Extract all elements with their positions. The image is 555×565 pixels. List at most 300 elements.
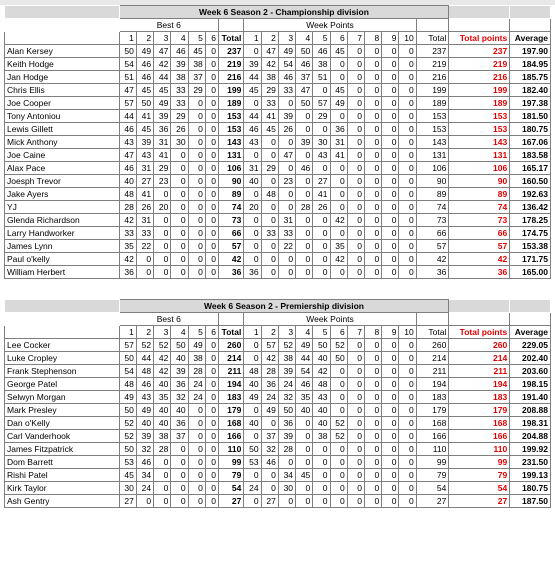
week-score: 0 <box>278 162 295 175</box>
week-score: 0 <box>382 391 399 404</box>
week-score: 0 <box>347 201 364 214</box>
week-score: 0 <box>364 58 381 71</box>
average: 198.15 <box>510 378 551 391</box>
week-score: 0 <box>399 469 416 482</box>
week-score: 0 <box>347 175 364 188</box>
best-score: 44 <box>154 71 171 84</box>
group-header-row <box>5 313 551 326</box>
week-score: 0 <box>296 240 313 253</box>
week-score: 29 <box>313 110 330 123</box>
total-points: 90 <box>449 175 510 188</box>
week-score: 0 <box>364 430 381 443</box>
best-score: 28 <box>119 201 136 214</box>
total-points: 153 <box>449 123 510 136</box>
week-score: 0 <box>347 404 364 417</box>
best-score: 0 <box>136 495 153 508</box>
best-score: 0 <box>188 227 205 240</box>
player-name: Lee Cocker <box>5 339 120 352</box>
week-score: 0 <box>244 149 261 162</box>
player-name: William Herbert <box>5 266 120 279</box>
player-name: Jake Ayers <box>5 188 120 201</box>
week-score: 28 <box>261 365 278 378</box>
best-score: 0 <box>171 495 188 508</box>
week-score: 0 <box>313 469 330 482</box>
week-score: 50 <box>296 45 313 58</box>
best-score: 0 <box>205 352 218 365</box>
week-score: 0 <box>278 201 295 214</box>
best-score: 0 <box>205 404 218 417</box>
week-score: 0 <box>313 240 330 253</box>
week-score: 0 <box>244 188 261 201</box>
best-score: 42 <box>154 58 171 71</box>
best-score: 0 <box>205 175 218 188</box>
best-score: 53 <box>119 456 136 469</box>
week-score: 0 <box>399 84 416 97</box>
week-total: 179 <box>416 404 449 417</box>
best-score: 45 <box>136 84 153 97</box>
best-score: 38 <box>188 352 205 365</box>
week-score: 0 <box>382 339 399 352</box>
week-score: 36 <box>330 123 347 136</box>
week-score: 0 <box>399 391 416 404</box>
average: 203.60 <box>510 365 551 378</box>
week-score: 40 <box>313 404 330 417</box>
best-total: 57 <box>218 240 243 253</box>
week-score: 0 <box>347 240 364 253</box>
week-score: 50 <box>244 443 261 456</box>
best-score: 54 <box>119 58 136 71</box>
week-score: 0 <box>347 495 364 508</box>
week-score: 0 <box>347 352 364 365</box>
week-score: 0 <box>399 214 416 227</box>
week-score: 39 <box>278 110 295 123</box>
week-score: 26 <box>313 201 330 214</box>
week-score: 38 <box>313 58 330 71</box>
best-score: 0 <box>205 162 218 175</box>
week-score: 0 <box>364 378 381 391</box>
best-score: 42 <box>154 365 171 378</box>
week-score: 24 <box>244 482 261 495</box>
week-score: 50 <box>296 97 313 110</box>
week-score: 0 <box>296 123 313 136</box>
best-total: 89 <box>218 188 243 201</box>
week-score: 29 <box>261 162 278 175</box>
best-score: 29 <box>171 110 188 123</box>
best-score: 43 <box>136 391 153 404</box>
week-score: 0 <box>399 45 416 58</box>
week-score: 36 <box>261 378 278 391</box>
best-total: 153 <box>218 123 243 136</box>
best-score: 0 <box>188 97 205 110</box>
week-score: 0 <box>364 214 381 227</box>
player-name: Mick Anthony <box>5 136 120 149</box>
average: 136.42 <box>510 201 551 214</box>
week-score: 40 <box>313 352 330 365</box>
best-score: 38 <box>154 430 171 443</box>
week-score: 0 <box>330 365 347 378</box>
week-score: 49 <box>330 97 347 110</box>
total-points: 153 <box>449 110 510 123</box>
week-score: 39 <box>278 365 295 378</box>
week-score: 0 <box>382 201 399 214</box>
week-score: 0 <box>364 97 381 110</box>
week-score: 0 <box>399 495 416 508</box>
average: 160.50 <box>510 175 551 188</box>
best-total: 42 <box>218 253 243 266</box>
total-points: 260 <box>449 339 510 352</box>
week-score: 0 <box>399 430 416 443</box>
week-total: 216 <box>416 71 449 84</box>
week-score: 0 <box>364 162 381 175</box>
column-header: 9 <box>382 326 399 339</box>
best-score: 0 <box>188 443 205 456</box>
best-score: 39 <box>171 365 188 378</box>
best-score: 0 <box>154 188 171 201</box>
week-score: 22 <box>278 240 295 253</box>
week-score: 49 <box>244 391 261 404</box>
week-score: 0 <box>330 456 347 469</box>
week-score: 0 <box>382 136 399 149</box>
week-score: 0 <box>278 456 295 469</box>
week-score: 0 <box>347 253 364 266</box>
best-score: 38 <box>188 58 205 71</box>
best-score: 52 <box>136 339 153 352</box>
best-total: 189 <box>218 97 243 110</box>
best-score: 0 <box>188 404 205 417</box>
player-row <box>5 162 551 175</box>
best-score: 28 <box>188 365 205 378</box>
total-points: 74 <box>449 201 510 214</box>
average: 180.75 <box>510 482 551 495</box>
best-score: 39 <box>136 136 153 149</box>
week-score: 33 <box>278 84 295 97</box>
best-score: 32 <box>136 443 153 456</box>
best-score: 36 <box>119 266 136 279</box>
week-score: 0 <box>296 430 313 443</box>
week-score: 0 <box>382 266 399 279</box>
best-score: 35 <box>154 391 171 404</box>
week-score: 0 <box>364 175 381 188</box>
best-score: 0 <box>154 495 171 508</box>
week-score: 24 <box>261 391 278 404</box>
player-name: Joe Caine <box>5 149 120 162</box>
week-score: 34 <box>278 469 295 482</box>
column-header: Total <box>218 32 243 45</box>
average: 182.40 <box>510 84 551 97</box>
week-score: 31 <box>244 162 261 175</box>
best-score: 0 <box>205 339 218 352</box>
column-header: Average <box>510 326 551 339</box>
week-score: 52 <box>330 430 347 443</box>
week-score: 38 <box>261 71 278 84</box>
week-score: 28 <box>296 201 313 214</box>
week-total: 153 <box>416 110 449 123</box>
best-score: 0 <box>188 482 205 495</box>
week-score: 40 <box>296 404 313 417</box>
column-header: 4 <box>296 326 313 339</box>
best-score: 0 <box>205 391 218 404</box>
total-points: 179 <box>449 404 510 417</box>
best-score: 38 <box>171 71 188 84</box>
player-row <box>5 266 551 279</box>
week-score: 46 <box>296 378 313 391</box>
best-score: 0 <box>188 201 205 214</box>
week-score: 0 <box>330 201 347 214</box>
week-score: 0 <box>244 430 261 443</box>
week-score: 0 <box>347 227 364 240</box>
week-score: 0 <box>347 266 364 279</box>
best-score: 52 <box>154 339 171 352</box>
week-score: 50 <box>313 339 330 352</box>
total-points: 168 <box>449 417 510 430</box>
best-score: 0 <box>205 45 218 58</box>
week-total: 260 <box>416 339 449 352</box>
week-score: 0 <box>244 253 261 266</box>
week-score: 0 <box>330 71 347 84</box>
week-score: 41 <box>330 149 347 162</box>
week-score: 42 <box>330 253 347 266</box>
average: 187.50 <box>510 495 551 508</box>
best-total: 179 <box>218 404 243 417</box>
week-score: 0 <box>364 339 381 352</box>
week-score: 46 <box>296 58 313 71</box>
best-score: 46 <box>119 162 136 175</box>
week-score: 0 <box>382 149 399 162</box>
week-score: 0 <box>313 214 330 227</box>
average: 153.38 <box>510 240 551 253</box>
week-score: 0 <box>382 84 399 97</box>
player-name: Larry Handworker <box>5 227 120 240</box>
player-row <box>5 188 551 201</box>
best-score: 0 <box>154 214 171 227</box>
best-score: 41 <box>136 188 153 201</box>
week-score: 32 <box>261 443 278 456</box>
week-score: 0 <box>382 123 399 136</box>
column-header: 1 <box>244 32 261 45</box>
week-score: 0 <box>313 456 330 469</box>
best-total: 153 <box>218 110 243 123</box>
player-row <box>5 58 551 71</box>
best-total: 216 <box>218 71 243 84</box>
best-total: 143 <box>218 136 243 149</box>
week-score: 0 <box>261 266 278 279</box>
best-score: 0 <box>154 253 171 266</box>
week-points-label: Week Points <box>244 313 416 326</box>
total-points: 54 <box>449 482 510 495</box>
week-score: 0 <box>364 71 381 84</box>
week-score: 0 <box>347 97 364 110</box>
best-score: 43 <box>119 136 136 149</box>
week-score: 0 <box>347 482 364 495</box>
player-row <box>5 456 551 469</box>
best-score: 0 <box>205 71 218 84</box>
week-score: 0 <box>313 123 330 136</box>
best-score: 52 <box>119 417 136 430</box>
best-total: 106 <box>218 162 243 175</box>
week-score: 0 <box>364 365 381 378</box>
column-header: 3 <box>154 32 171 45</box>
column-header: Average <box>510 32 551 45</box>
week-score: 0 <box>330 227 347 240</box>
best-score: 31 <box>136 214 153 227</box>
column-header: 1 <box>119 32 136 45</box>
best-score: 48 <box>119 378 136 391</box>
best-score: 47 <box>154 45 171 58</box>
best-score: 44 <box>119 110 136 123</box>
best-score: 45 <box>154 84 171 97</box>
week-total: 153 <box>416 123 449 136</box>
week-score: 52 <box>330 417 347 430</box>
player-row <box>5 136 551 149</box>
week-score: 0 <box>399 71 416 84</box>
week-score: 0 <box>382 253 399 266</box>
average: 199.13 <box>510 469 551 482</box>
column-header: Total <box>416 326 449 339</box>
week-score: 45 <box>296 469 313 482</box>
week-score: 26 <box>278 123 295 136</box>
player-name: Dom Barrett <box>5 456 120 469</box>
best-total: 194 <box>218 378 243 391</box>
week-score: 0 <box>347 110 364 123</box>
column-header: 1 <box>119 326 136 339</box>
column-header-row <box>5 32 551 45</box>
week-score: 0 <box>296 456 313 469</box>
best-score: 50 <box>119 443 136 456</box>
week-total: 106 <box>416 162 449 175</box>
week-score: 49 <box>278 45 295 58</box>
week-score: 42 <box>261 58 278 71</box>
week-total: 189 <box>416 97 449 110</box>
best-score: 50 <box>119 352 136 365</box>
week-score: 0 <box>313 266 330 279</box>
week-score: 0 <box>382 469 399 482</box>
week-score: 0 <box>261 175 278 188</box>
week-score: 50 <box>330 352 347 365</box>
week-score: 0 <box>399 149 416 162</box>
week-score: 0 <box>382 162 399 175</box>
best-score: 0 <box>188 123 205 136</box>
week-score: 0 <box>330 175 347 188</box>
week-score: 0 <box>347 378 364 391</box>
best-score: 0 <box>171 214 188 227</box>
week-score: 0 <box>364 495 381 508</box>
player-name: Ash Gentry <box>5 495 120 508</box>
player-name: Kirk Taylor <box>5 482 120 495</box>
column-header: 5 <box>188 326 205 339</box>
best-score: 26 <box>136 201 153 214</box>
column-header: 5 <box>313 326 330 339</box>
average: 199.92 <box>510 443 551 456</box>
best-total: 73 <box>218 214 243 227</box>
best-score: 0 <box>205 430 218 443</box>
week-score: 30 <box>313 136 330 149</box>
best-score: 46 <box>136 71 153 84</box>
best-score: 0 <box>171 188 188 201</box>
week-score: 0 <box>330 482 347 495</box>
player-row <box>5 201 551 214</box>
week-score: 0 <box>399 123 416 136</box>
week-score: 0 <box>399 240 416 253</box>
week-total: 89 <box>416 188 449 201</box>
column-header: 6 <box>330 32 347 45</box>
week-score: 0 <box>261 201 278 214</box>
week-total: 199 <box>416 84 449 97</box>
best-score: 30 <box>171 136 188 149</box>
total-points: 66 <box>449 227 510 240</box>
week-score: 40 <box>244 378 261 391</box>
best-score: 36 <box>171 417 188 430</box>
week-score: 0 <box>313 482 330 495</box>
best-score: 0 <box>188 430 205 443</box>
week-score: 46 <box>261 456 278 469</box>
week-score: 0 <box>261 482 278 495</box>
week-score: 45 <box>330 84 347 97</box>
week-score: 0 <box>347 188 364 201</box>
week-score: 43 <box>313 391 330 404</box>
best-score: 0 <box>188 253 205 266</box>
week-total: 211 <box>416 365 449 378</box>
best-score: 0 <box>136 253 153 266</box>
week-score: 0 <box>399 227 416 240</box>
week-score: 0 <box>244 339 261 352</box>
week-total: 73 <box>416 214 449 227</box>
week-score: 0 <box>347 430 364 443</box>
best-score: 0 <box>205 469 218 482</box>
week-score: 0 <box>382 240 399 253</box>
best-score: 48 <box>136 365 153 378</box>
average: 229.05 <box>510 339 551 352</box>
best-total: 199 <box>218 84 243 97</box>
week-score: 0 <box>296 110 313 123</box>
best-score: 0 <box>205 123 218 136</box>
column-header: 2 <box>261 326 278 339</box>
week-score: 0 <box>296 214 313 227</box>
player-name: Alan Kersey <box>5 45 120 58</box>
week-score: 48 <box>313 378 330 391</box>
column-header: 10 <box>399 32 416 45</box>
best-score: 0 <box>188 417 205 430</box>
best-score: 24 <box>188 378 205 391</box>
player-row <box>5 443 551 456</box>
week-score: 0 <box>382 227 399 240</box>
column-header: Total <box>218 326 243 339</box>
week-total: 143 <box>416 136 449 149</box>
week-score: 0 <box>364 352 381 365</box>
player-row <box>5 495 551 508</box>
week-score: 0 <box>382 365 399 378</box>
best-score: 0 <box>136 266 153 279</box>
week-score: 38 <box>278 352 295 365</box>
week-score: 0 <box>330 391 347 404</box>
week-score: 0 <box>278 188 295 201</box>
total-points: 189 <box>449 97 510 110</box>
best-score: 24 <box>136 482 153 495</box>
best-total: 219 <box>218 58 243 71</box>
best-score: 0 <box>154 469 171 482</box>
best-score: 42 <box>119 214 136 227</box>
best-score: 0 <box>171 227 188 240</box>
player-name: James Fitzpatrick <box>5 443 120 456</box>
week-score: 0 <box>364 404 381 417</box>
average: 192.63 <box>510 188 551 201</box>
best-score: 46 <box>171 45 188 58</box>
week-score: 0 <box>330 443 347 456</box>
week-score: 48 <box>261 188 278 201</box>
best-score: 0 <box>205 58 218 71</box>
player-row <box>5 352 551 365</box>
best-score: 49 <box>119 391 136 404</box>
best-score: 40 <box>154 417 171 430</box>
